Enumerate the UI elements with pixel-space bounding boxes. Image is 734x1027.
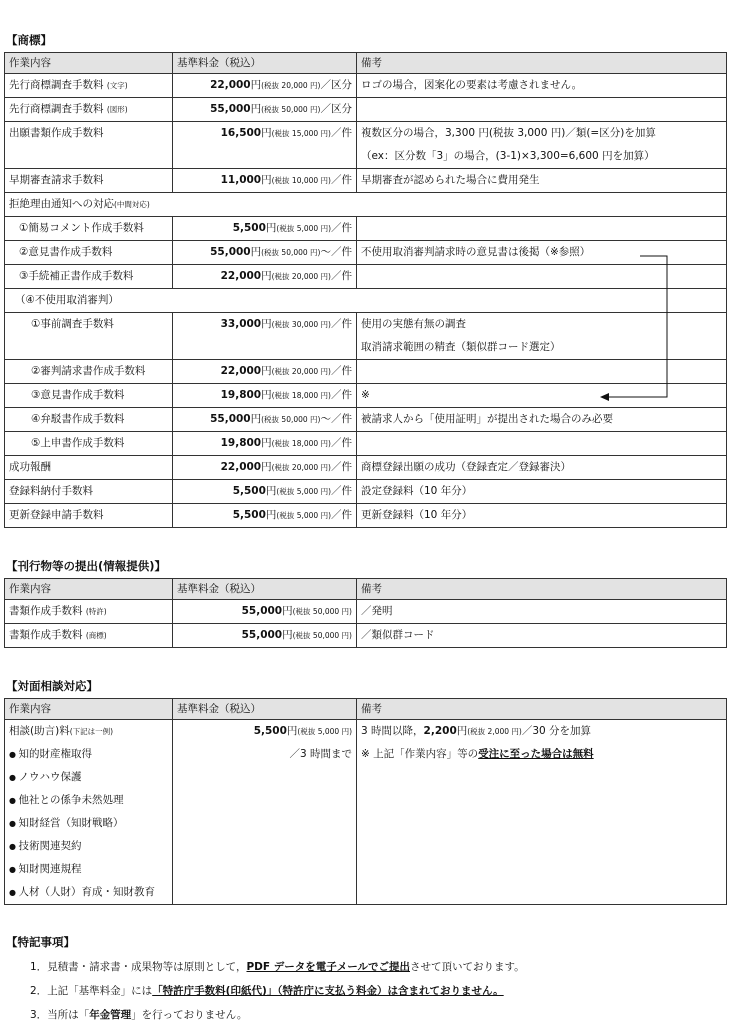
- header-note: 備考: [357, 579, 727, 600]
- fee-cell: 22,000円(税抜 20,000 円)／区分: [173, 74, 357, 98]
- note-cell: 設定登録料（10 年分）: [357, 480, 727, 504]
- task-cell: （④不使用取消審判）: [5, 289, 727, 313]
- task-cell: 更新登録申請手数料: [5, 504, 173, 528]
- fee-cell: 16,500円(税抜 15,000 円)／件: [173, 122, 357, 169]
- trademark-fee-table: [4, 52, 727, 528]
- note-cell: 商標登録出願の成功（登録査定／登録審決）: [357, 456, 727, 480]
- task-cell: 出願書類作成手数料: [5, 122, 173, 169]
- task-cell: 相談(助言)料(下記は一例) ● 知的財産権取得 ● ノウハウ保護 ● 他社との係争未然処理 ● 知財経営（知財戦略） ● 技術関連契約 ● 知財関連規程 ● 人材（人財）育成・知財教育: [5, 720, 173, 905]
- header-note: 備考: [357, 53, 727, 74]
- table-row: [5, 265, 727, 289]
- fee-cell: 33,000円(税抜 30,000 円)／件: [173, 313, 357, 360]
- task-cell: 書類作成手数料 (商標): [5, 624, 173, 648]
- fee-cell: 22,000円(税抜 20,000 円)／件: [173, 265, 357, 289]
- fee-cell: 55,000円(税抜 50,000 円): [173, 624, 357, 648]
- trademark-section-title: 【商標】: [6, 33, 52, 47]
- list-item: ● 知財経営（知財戦略）: [9, 812, 168, 835]
- fee-cell: 22,000円(税抜 20,000 円)／件: [173, 360, 357, 384]
- fee-cell: 19,800円(税抜 18,000 円)／件: [173, 384, 357, 408]
- table-row: [5, 122, 727, 169]
- fee-cell: 11,000円(税抜 10,000 円)／件: [173, 169, 357, 193]
- note-cell: 更新登録料（10 年分）: [357, 504, 727, 528]
- fee-cell: 55,000円(税抜 50,000 円)〜／件: [173, 241, 357, 265]
- note-cell: 複数区分の場合，3,300 円(税抜 3,000 円)／類(=区分)を加算 （ex：区分数「3」の場合，(3-1)×3,300=6,600 円を加算）: [357, 122, 727, 169]
- table-row: [5, 74, 727, 98]
- note-cell: ／発明: [357, 600, 727, 624]
- task-cell: ①簡易コメント作成手数料: [5, 217, 173, 241]
- table-row: [5, 480, 727, 504]
- table-header-row: [5, 579, 727, 600]
- task-cell: 先行商標調査手数料 (図形): [5, 98, 173, 122]
- table-row: [5, 504, 727, 528]
- fee-cell: 5,500円(税抜 5,000 円)／件: [173, 480, 357, 504]
- note-cell: [357, 217, 727, 241]
- fee-cell: 5,500円(税抜 5,000 円)／件: [173, 217, 357, 241]
- table-row: [5, 193, 727, 217]
- table-row: [5, 313, 727, 360]
- note-cell: [357, 432, 727, 456]
- note-cell: [357, 360, 727, 384]
- table-row: [5, 217, 727, 241]
- table-row: [5, 384, 727, 408]
- task-cell: ⑤上申書作成手数料: [5, 432, 173, 456]
- consult-topic-list: [9, 743, 168, 904]
- fee-cell: 19,800円(税抜 18,000 円)／件: [173, 432, 357, 456]
- list-item: ● ノウハウ保護: [9, 766, 168, 789]
- list-item: ● 知財関連規程: [9, 858, 168, 881]
- note-cell: 被請求人から「使用証明」が提出された場合のみ必要: [357, 408, 727, 432]
- info-fee-table: [4, 578, 727, 648]
- table-row: [5, 169, 727, 193]
- table-row: [5, 289, 727, 313]
- header-task: 作業内容: [5, 53, 173, 74]
- list-item: ● 技術関連契約: [9, 835, 168, 858]
- task-cell: ②意見書作成手数料: [5, 241, 173, 265]
- table-row: [5, 600, 727, 624]
- note-cell: ロゴの場合，図案化の要素は考慮されません。: [357, 74, 727, 98]
- note-cell: 3 時間以降，2,200円(税抜 2,000 円)／30 分を加算 ※ 上記「作業内容」等の受注に至った場合は無料: [357, 720, 727, 905]
- consult-fee-table: [4, 698, 727, 905]
- table-row: [5, 241, 727, 265]
- task-cell: ①事前調査手数料: [5, 313, 173, 360]
- task-cell: 登録料納付手数料: [5, 480, 173, 504]
- task-cell: 早期審査請求手数料: [5, 169, 173, 193]
- consult-section-title: 【対面相談対応】: [6, 679, 98, 693]
- task-cell: 成功報酬: [5, 456, 173, 480]
- note-cell: [357, 265, 727, 289]
- task-cell: 先行商標調査手数料 (文字): [5, 74, 173, 98]
- list-item: ● 知的財産権取得: [9, 743, 168, 766]
- task-cell: 書類作成手数料 (特許): [5, 600, 173, 624]
- note-cell: 使用の実態有無の調査 取消請求範囲の精査（類似群コード選定）: [357, 313, 727, 360]
- table-row: [5, 98, 727, 122]
- remark-item: 1．見積書・請求書・成果物等は原則として，PDF データを電子メールでご提出させて頂いております。: [30, 961, 525, 973]
- note-cell: [357, 98, 727, 122]
- fee-cell: 55,000円(税抜 50,000 円)／区分: [173, 98, 357, 122]
- header-task: 作業内容: [5, 699, 173, 720]
- table-row: [5, 624, 727, 648]
- task-cell: 拒絶理由通知への対応(中間対応): [5, 193, 727, 217]
- remark-item: 2．上記「基準料金」には「特許庁手数料(印紙代)」（特許庁に支払う料金）は含まれておりません。: [30, 985, 504, 997]
- table-header-row: [5, 53, 727, 74]
- header-note: 備考: [357, 699, 727, 720]
- header-fee: 基準料金（税込）: [173, 579, 357, 600]
- task-cell: ③意見書作成手数料: [5, 384, 173, 408]
- remarks-section-title: 【特記事項】: [6, 935, 75, 949]
- header-fee: 基準料金（税込）: [173, 699, 357, 720]
- table-row: [5, 720, 727, 905]
- table-row: [5, 360, 727, 384]
- task-cell: ②審判請求書作成手数料: [5, 360, 173, 384]
- remarks-list: [30, 955, 525, 1027]
- fee-cell: 5,500円(税抜 5,000 円)／件: [173, 504, 357, 528]
- note-cell: 早期審査が認められた場合に費用発生: [357, 169, 727, 193]
- task-cell: ③手続補正書作成手数料: [5, 265, 173, 289]
- remark-item: 3．当所は「年金管理」を行っておりません。: [30, 1009, 248, 1021]
- table-row: [5, 456, 727, 480]
- table-row: [5, 432, 727, 456]
- list-item: ● 人材（人財）育成・知財教育: [9, 881, 168, 904]
- table-row: [5, 408, 727, 432]
- task-cell: ④弁駁書作成手数料: [5, 408, 173, 432]
- table-header-row: [5, 699, 727, 720]
- fee-cell: 55,000円(税抜 50,000 円): [173, 600, 357, 624]
- note-cell: 不使用取消審判請求時の意見書は後掲（※参照）: [357, 241, 727, 265]
- header-fee: 基準料金（税込）: [173, 53, 357, 74]
- fee-cell: 55,000円(税抜 50,000 円)〜／件: [173, 408, 357, 432]
- info-section-title: 【刊行物等の提出(情報提供)】: [6, 559, 167, 573]
- note-cell: ／類似群コード: [357, 624, 727, 648]
- note-cell: ※: [357, 384, 727, 408]
- fee-cell: 22,000円(税抜 20,000 円)／件: [173, 456, 357, 480]
- fee-cell: 5,500円(税抜 5,000 円) ／3 時間まで: [173, 720, 357, 905]
- list-item: ● 他社との係争未然処理: [9, 789, 168, 812]
- header-task: 作業内容: [5, 579, 173, 600]
